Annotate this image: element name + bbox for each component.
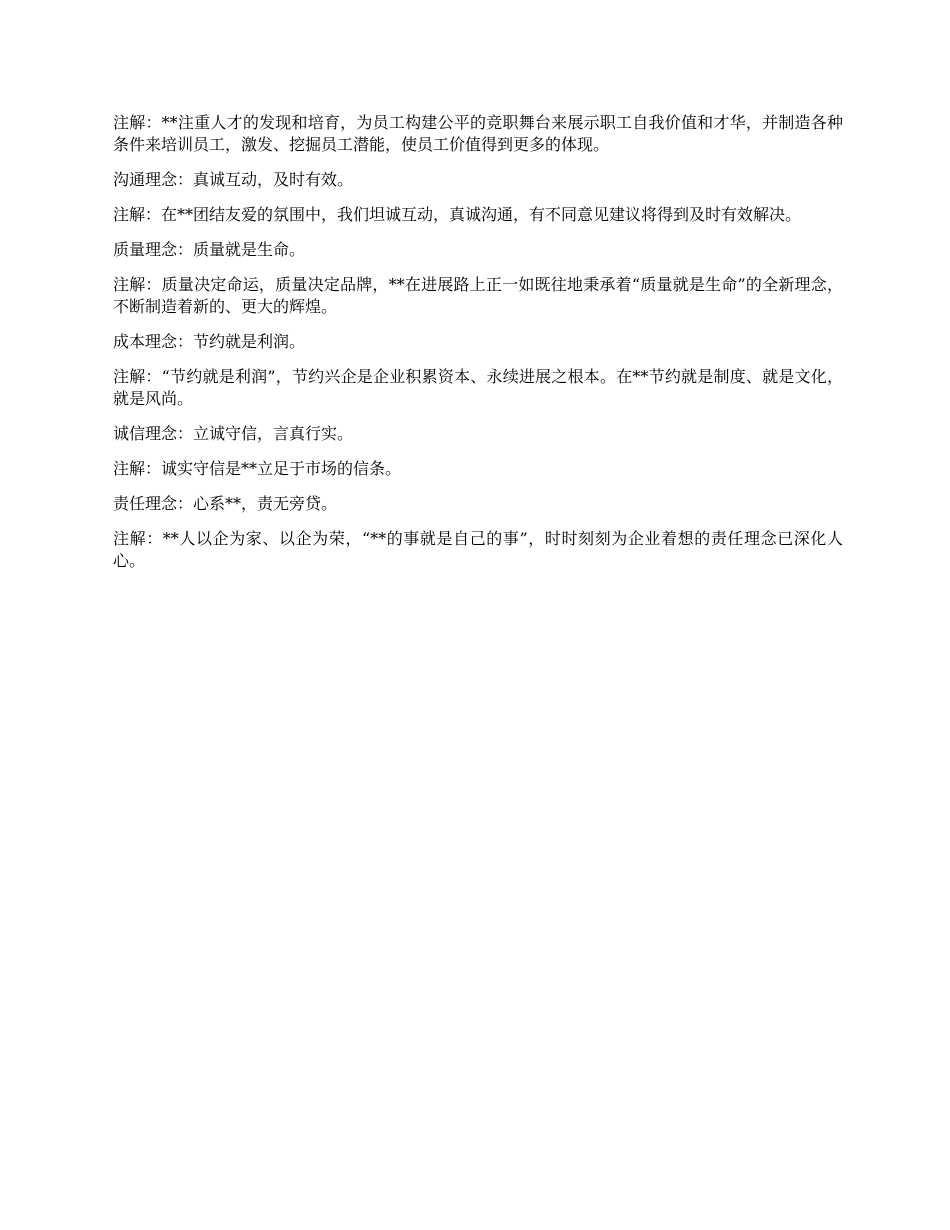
paragraph-communication-concept: 沟通理念：真诚互动，及时有效。 xyxy=(113,170,354,189)
paragraph-integrity-concept: 诚信理念：立诚守信，言真行实。 xyxy=(113,424,354,443)
paragraph-communication-note: 注解：在**团结友爱的氛围中，我们坦诚互动，真诚沟通，有不同意见建议将得到及时有效解决。 xyxy=(113,205,802,224)
paragraph-quality-concept: 质量理念：质量就是生命。 xyxy=(113,240,306,259)
paragraph-integrity-note: 注解：诚实守信是**立足于市场的信条。 xyxy=(113,459,402,478)
paragraph-cost-concept: 成本理念：节约就是利润。 xyxy=(113,332,306,351)
paragraph-quality-note: 注解：质量决定命运，质量决定品牌，**在进展路上正一如既往地秉承着“质量就是生命”的全新理念，不断制造着新的、更大的辉煌。 xyxy=(113,275,843,316)
paragraph-talent-note: 注解：**注重人才的发现和培育，为员工构建公平的竞职舞台来展示职工自我价值和才华，并制造各种条件来培训员工，激发、挖掘员工潜能，使员工价值得到更多的体现。 xyxy=(113,113,843,154)
paragraph-cost-note: 注解：“节约就是利润”，节约兴企是企业积累资本、永续进展之根本。在**节约就是制度、就是文化，就是风尚。 xyxy=(113,367,843,408)
document-body xyxy=(113,112,843,585)
paragraph-responsibility-concept: 责任理念：心系**，责无旁贷。 xyxy=(113,494,338,513)
paragraph-responsibility-note: 注解：**人以企为家、以企为荣，“**的事就是自己的事”，时时刻刻为企业着想的责任理念已深化人心。 xyxy=(113,529,843,570)
